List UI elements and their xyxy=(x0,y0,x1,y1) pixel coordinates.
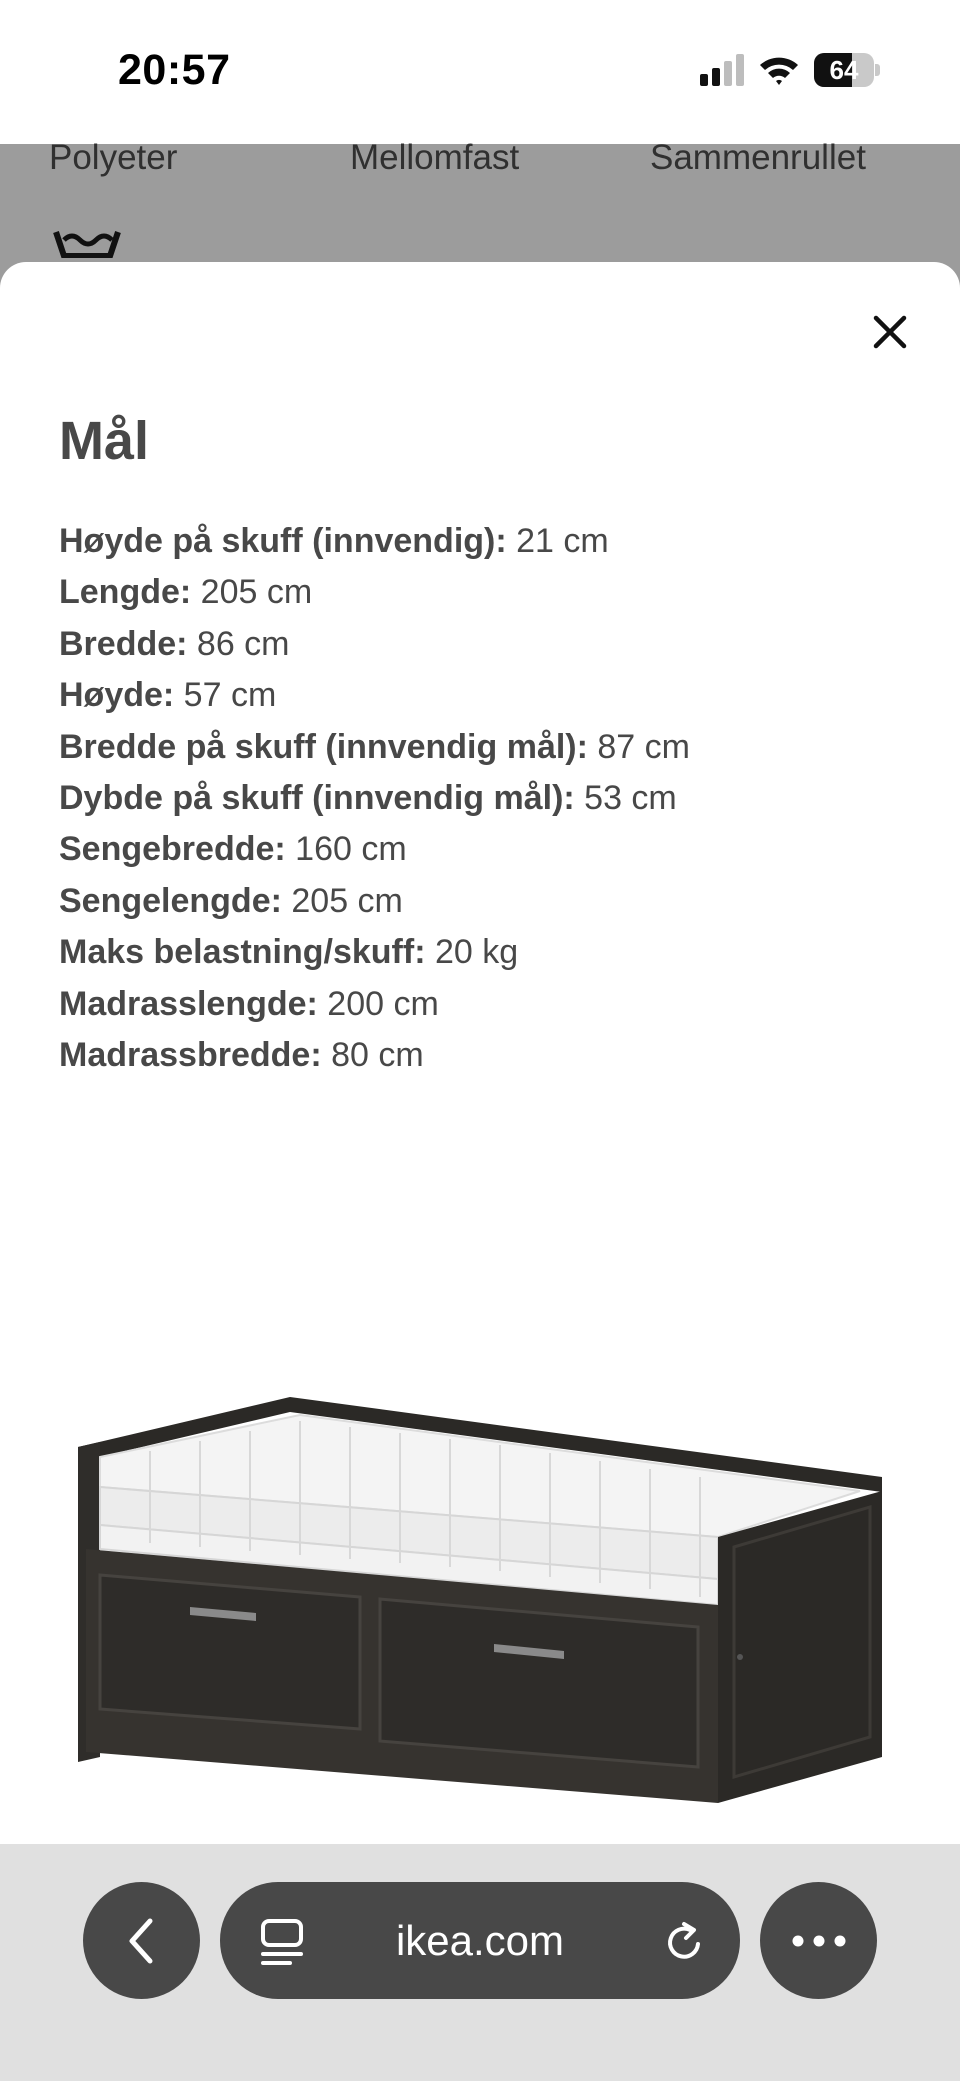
wash-icon xyxy=(52,228,122,258)
dimension-label: Bredde på skuff (innvendig mål): xyxy=(59,727,588,766)
more-icon xyxy=(791,1934,847,1948)
dimension-row xyxy=(59,567,919,618)
dimension-value: 21 cm xyxy=(506,522,609,560)
status-icons xyxy=(700,50,880,90)
firmness-label: Mellomfast xyxy=(350,138,520,177)
signal-icon xyxy=(700,54,744,86)
sheet-title: Mål xyxy=(59,411,150,471)
status-bar xyxy=(0,0,960,144)
back-chevron-icon xyxy=(122,1917,162,1965)
dimension-value: 200 cm xyxy=(317,984,439,1023)
dimension-row xyxy=(59,824,919,875)
browser-toolbar xyxy=(0,1844,960,2081)
close-icon xyxy=(873,315,907,349)
dimension-value: 160 cm xyxy=(285,830,407,869)
status-time: 20:57 xyxy=(118,46,231,94)
dimension-value: 205 cm xyxy=(281,881,403,920)
close-button[interactable] xyxy=(864,306,916,358)
address-text: ikea.com xyxy=(395,1917,565,1964)
dimension-row xyxy=(59,876,919,927)
dimension-row xyxy=(59,773,919,824)
dimension-row xyxy=(59,722,919,773)
dimension-label: Sengebredde: xyxy=(59,830,286,869)
dimension-label: Maks belastning/skuff: xyxy=(59,933,426,972)
reload-icon[interactable] xyxy=(662,1920,706,1964)
dimension-value: 20 kg xyxy=(425,933,519,972)
battery-level: 64 xyxy=(829,55,859,85)
dimension-label: Sengelengde: xyxy=(59,881,282,920)
address-bar[interactable] xyxy=(220,1882,740,1999)
dimension-label: Bredde: xyxy=(59,624,188,663)
dimension-row xyxy=(59,1030,919,1081)
wifi-icon xyxy=(758,54,800,86)
dimension-value: 57 cm xyxy=(174,676,277,715)
dimension-label: Madrassbredde: xyxy=(59,1036,322,1075)
dimension-label: Dybde på skuff (innvendig mål): xyxy=(59,779,575,818)
dimension-row xyxy=(59,516,919,567)
dimension-value: 80 cm xyxy=(321,1036,424,1075)
dimension-label: Høyde: xyxy=(59,676,175,715)
dimension-value: 87 cm xyxy=(587,727,690,766)
back-button[interactable] xyxy=(83,1882,200,1999)
dimension-label: Høyde på skuff (innvendig): xyxy=(59,522,507,560)
dimension-value: 205 cm xyxy=(191,573,313,612)
dimension-row xyxy=(59,927,919,978)
dimension-value: 86 cm xyxy=(187,624,290,663)
dimension-row xyxy=(59,619,919,670)
dimensions-sheet xyxy=(0,262,960,1844)
dimension-row xyxy=(59,979,919,1030)
material-labels xyxy=(0,138,960,184)
dimension-label: Lengde: xyxy=(59,573,192,612)
dimension-row xyxy=(59,670,919,721)
material-label: Polyeter xyxy=(49,138,178,177)
dimension-value: 53 cm xyxy=(574,779,677,818)
packaging-label: Sammenrullet xyxy=(650,138,866,177)
more-button[interactable] xyxy=(760,1882,877,1999)
dimension-label: Madrasslengde: xyxy=(59,984,318,1023)
dimensions-list xyxy=(59,516,919,1081)
battery-icon xyxy=(814,53,880,87)
product-image xyxy=(70,1357,900,1837)
